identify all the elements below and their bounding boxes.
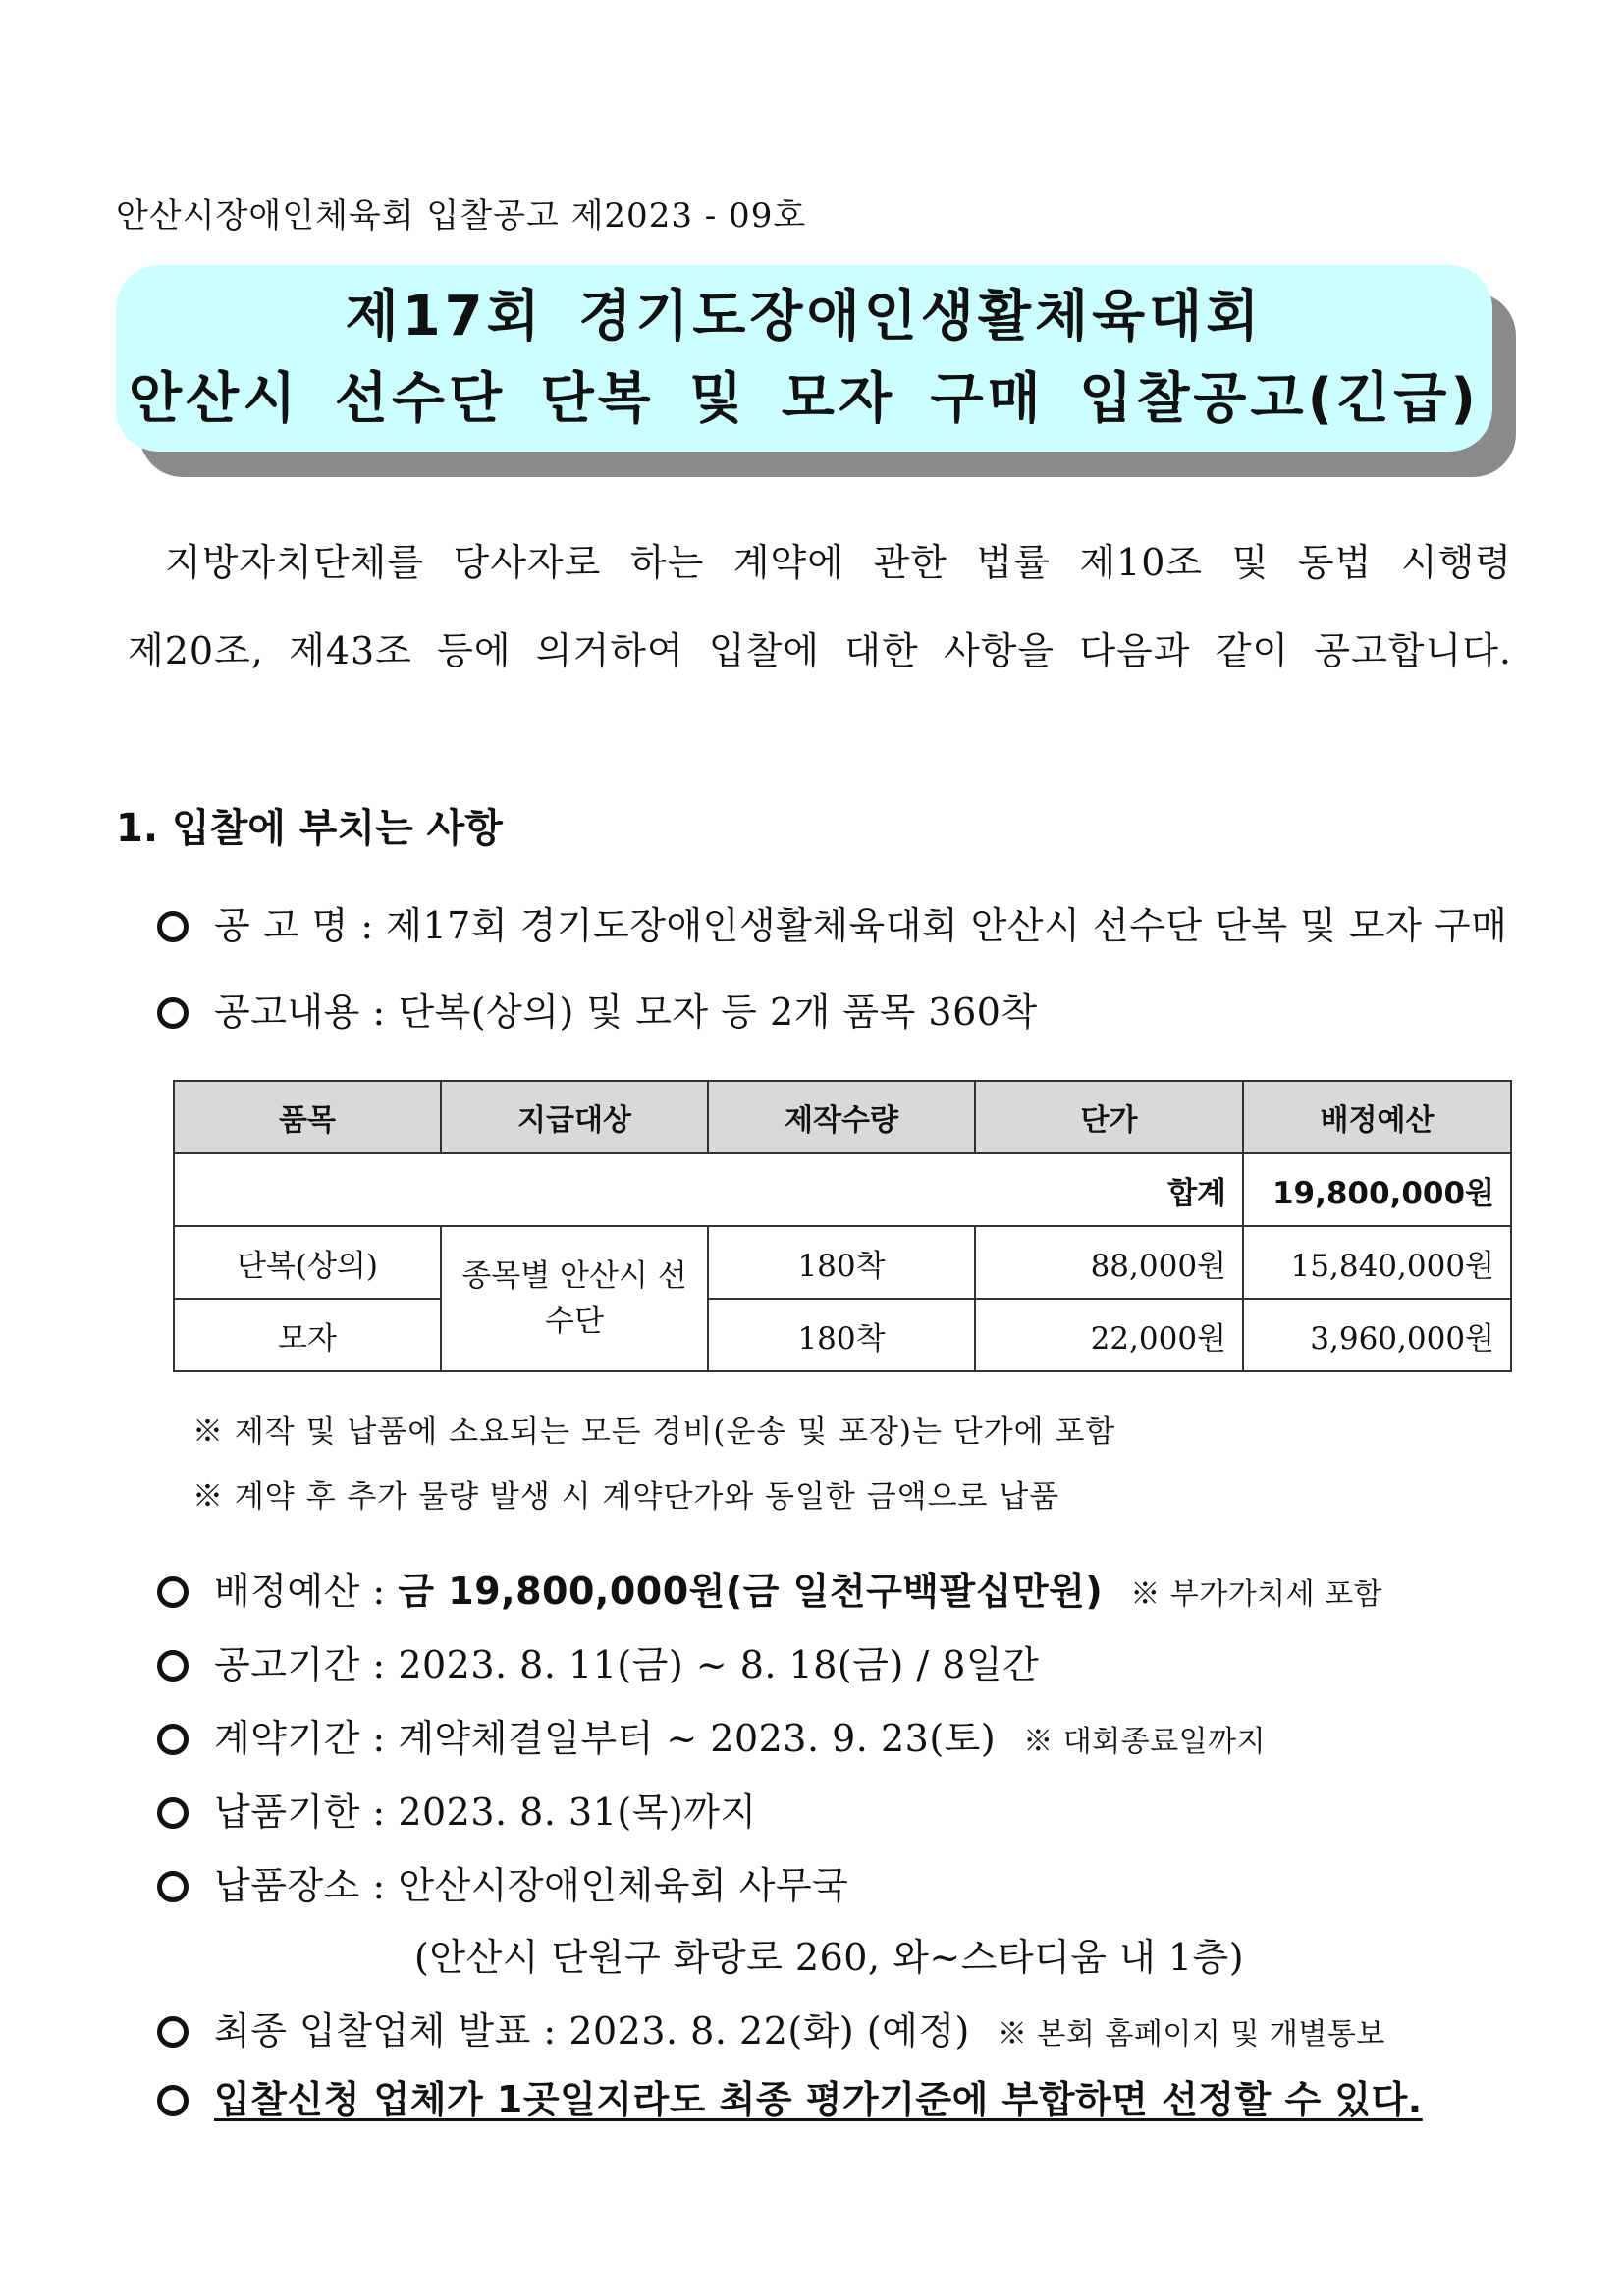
title-box: [116, 265, 1492, 452]
cell-item: 모자: [174, 1299, 441, 1371]
circle-bullet-icon: [157, 997, 189, 1029]
notice-content-label: 공고내용 :: [214, 990, 386, 1034]
title-line-2: 안산시 선수단 단복 및 모자 구매 입찰공고(긴급): [129, 367, 1480, 431]
contract-note: ※ 대회종료일까지: [1023, 1725, 1267, 1759]
total-label: 합계: [174, 1153, 1243, 1226]
contract-label: 계약기간 :: [214, 1717, 386, 1760]
delivery-place-item: [157, 1855, 848, 1909]
table-total-row: [174, 1153, 1511, 1226]
notice-content-item: [157, 982, 1038, 1036]
notice-name-label: 공 고 명 :: [214, 904, 374, 947]
contract-item: [157, 1708, 1266, 1762]
table-header: 배정예산: [1243, 1081, 1511, 1153]
circle-bullet-icon: [157, 2085, 189, 2116]
announce-label: 최종 입찰업체 발표 :: [214, 2009, 557, 2053]
delivery-place-value: 안산시장애인체육회 사무국: [398, 1864, 849, 1907]
circle-bullet-icon: [157, 1797, 189, 1829]
table-header: 품목: [174, 1081, 441, 1153]
table-header: 지급대상: [441, 1081, 708, 1153]
cell-qty: 180착: [708, 1226, 975, 1299]
delivery-deadline-item: [157, 1782, 757, 1836]
notice-name-item: [157, 895, 1507, 949]
notice-name-value: 제17회 경기도장애인생활체육대회 안산시 선수단 단복 및 모자 구매: [386, 904, 1508, 947]
total-value: 19,800,000원: [1243, 1153, 1511, 1226]
final-statement: 입찰신청 업체가 1곳일지라도 최종 평가기준에 부합하면 선정할 수 있다.: [214, 2078, 1423, 2121]
table-header: 단가: [975, 1081, 1243, 1153]
budget-value: 금 19,800,000원(금 일천구백팔십만원): [398, 1570, 1104, 1613]
budget-label: 배정예산 :: [214, 1570, 386, 1613]
cell-qty: 180착: [708, 1299, 975, 1371]
cell-recipient: 종목별 안산시 선수단: [441, 1226, 708, 1371]
table-header-row: [174, 1081, 1511, 1153]
budget-table: [173, 1080, 1512, 1372]
footnote-2: ※ 계약 후 추가 물량 발생 시 계약단가와 동일한 금액으로 납품: [192, 1479, 1060, 1515]
cell-unit-price: 22,000원: [975, 1299, 1243, 1371]
cell-unit-price: 88,000원: [975, 1226, 1243, 1299]
table-row: [174, 1299, 1511, 1371]
circle-bullet-icon: [157, 1650, 189, 1682]
announce-note: ※ 본회 홈페이지 및 개별통보: [997, 2017, 1385, 2052]
budget-item: [157, 1561, 1382, 1615]
announce-item: [157, 2001, 1385, 2055]
cell-item: 단복(상의): [174, 1226, 441, 1299]
circle-bullet-icon: [157, 1871, 189, 1902]
title-line-1: 제17회 경기도장애인생활체육대회: [345, 285, 1264, 348]
budget-note: ※ 부가가치세 포함: [1130, 1577, 1383, 1612]
contract-value: 계약체결일부터 ~ 2023. 9. 23(토): [398, 1717, 997, 1760]
table-header: 제작수량: [708, 1081, 975, 1153]
intro-paragraph: [128, 518, 1512, 695]
period-item: [157, 1634, 1039, 1688]
delivery-deadline-label: 납품기한 :: [214, 1790, 386, 1834]
delivery-place-address: (안산시 단원구 화랑로 260, 와~스타디움 내 1층): [414, 1936, 1245, 1979]
cell-budget: 15,840,000원: [1243, 1226, 1511, 1299]
intro-line-2: 제20조, 제43조 등에 의거하여 입찰에 대한 사항을 다음과 같이 공고합니다.: [128, 629, 1512, 672]
notice-number: 안산시장애인체육회 입찰공고 제2023 - 09호: [116, 196, 807, 236]
announce-value: 2023. 8. 22(화) (예정): [568, 2009, 970, 2053]
circle-bullet-icon: [157, 911, 189, 942]
notice-content-value: 단복(상의) 및 모자 등 2개 품목 360착: [398, 990, 1038, 1034]
section-heading: 1. 입찰에 부치는 사항: [116, 806, 503, 851]
table-row: [174, 1226, 1511, 1299]
cell-budget: 3,960,000원: [1243, 1299, 1511, 1371]
circle-bullet-icon: [157, 2016, 189, 2048]
period-value: 2023. 8. 11(금) ~ 8. 18(금) / 8일간: [398, 1643, 1040, 1686]
footnote-1: ※ 제작 및 납품에 소요되는 모든 경비(운송 및 포장)는 단가에 포함: [192, 1415, 1116, 1450]
final-statement-item: [157, 2069, 1423, 2123]
intro-line-1: 지방자치단체를 당사자로 하는 계약에 관한 법률 제10조 및 동법 시행령: [165, 541, 1512, 584]
period-label: 공고기간 :: [214, 1643, 386, 1686]
circle-bullet-icon: [157, 1576, 189, 1608]
delivery-place-label: 납품장소 :: [214, 1864, 386, 1907]
circle-bullet-icon: [157, 1724, 189, 1755]
delivery-deadline-value: 2023. 8. 31(목)까지: [398, 1790, 757, 1834]
